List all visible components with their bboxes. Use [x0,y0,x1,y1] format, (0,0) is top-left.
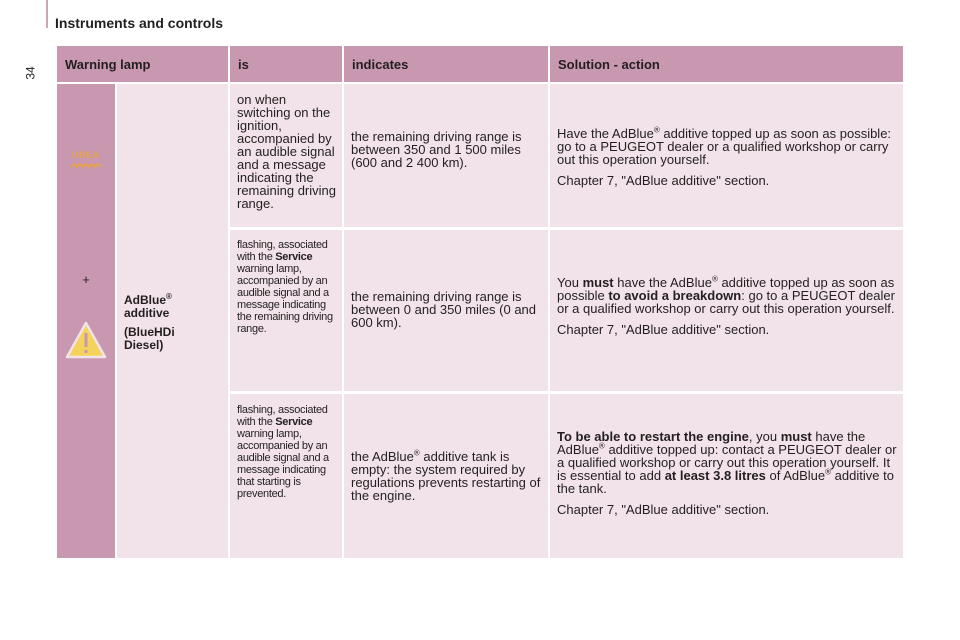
side-rule [46,0,48,28]
row3-indicates: the AdBlue® additive tank is empty: the system required by regulations prevents restarting of the engine. [344,394,548,558]
lamp-variant: (BlueHDi [124,325,175,339]
plus-sign: + [82,272,90,287]
lamp-name: AdBlue [124,293,166,307]
row1-indicates: the remaining driving range is between 350 and 1 500 miles (600 and 2 400 km). [344,84,548,227]
warning-triangle-icon [64,320,108,360]
row3-chapter-ref: Chapter 7, "AdBlue additive" section. [557,502,770,517]
lamp-icon-cell [57,84,115,558]
row1-chapter-ref: Chapter 7, "AdBlue additive" section. [557,173,770,188]
header-solution: Solution - action [550,46,903,82]
lamp-name-cell: AdBlue® additive (BlueHDi Diesel) [117,84,228,558]
row2-is: flashing, associated with the Service warning lamp, accompanied by an audible signal and a message indicating the remaining driving range. [230,230,342,391]
lamp-variant-line2: Diesel) [124,338,164,352]
lamp-name-line2: additive [124,306,170,320]
header-indicates: indicates [344,46,548,82]
header-is: is [230,46,342,82]
header-warning-lamp: Warning lamp [57,46,228,82]
row2-indicates: the remaining driving range is between 0 and 350 miles (0 and 600 km). [344,230,548,391]
warning-lamp-table [57,46,903,558]
row1-is: on when switching on the ignition, accompanied by an audible signal and a message indicating the remaining driving range. [230,84,342,227]
row3-solution: To be able to restart the engine, you must have the AdBlue® additive topped up: contact a PEUGEOT dealer or a qualified workshop or carry out this operation yourself. It is essential to add at least 3.8 litres of AdBlue® additive to the tank. Chapter 7, "AdBlue additive" section. [550,394,903,558]
urea-icon: UREA [66,150,106,169]
row1-solution: Have the AdBlue® additive topped up as soon as possible: go to a PEUGEOT dealer or a qualified workshop or carry out this operation yourself. Chapter 7, "AdBlue additive" section. [550,84,903,227]
row2-solution: You must have the AdBlue® additive topped up as soon as possible to avoid a breakdown: go to a PEUGEOT dealer or a qualified workshop or carry out this operation yourself. Chapter 7, "AdBlue additive" section. [550,230,903,391]
section-title: Instruments and controls [55,15,224,31]
page-number: 34 [23,66,38,80]
row3-is: flashing, associated with the Service warning lamp, accompanied by an audible signal and a message indicating that starting is prevented. [230,394,342,558]
row2-chapter-ref: Chapter 7, "AdBlue additive" section. [557,322,770,337]
